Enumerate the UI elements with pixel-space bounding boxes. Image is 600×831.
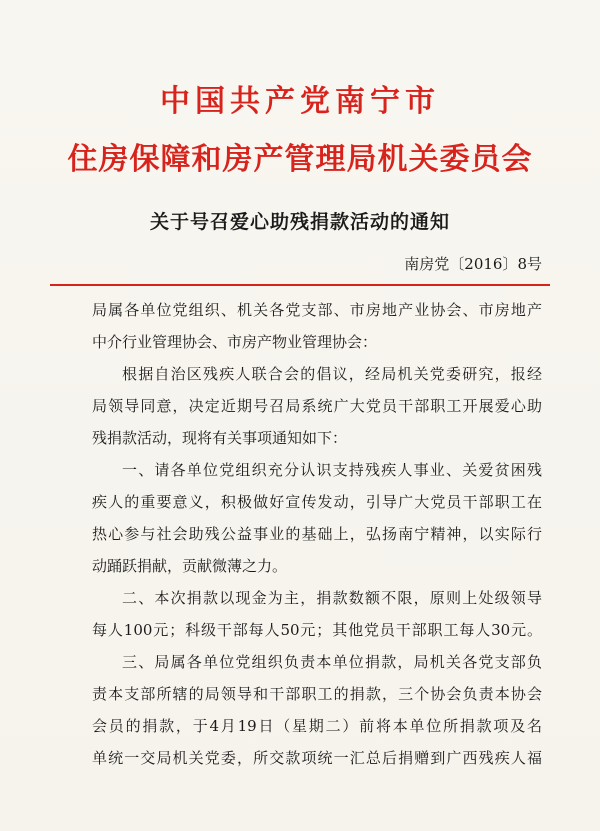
item-1-line: 动踊跃捐献，贡献微薄之力。 [92,557,288,575]
item-1-line: 一、请各单位党组织充分认识支持残疾人事业、关爱贫困残 [122,461,542,479]
item-3-line: 会员的捐款，于4月19日（星期二）前将本单位所捐款项及名 [92,717,542,735]
item-2-line: 每人100元；科级干部每人50元；其他党员干部职工每人30元。 [92,621,542,639]
item-3-line: 单统一交局机关党委，所交款项统一汇总后捐赠到广西残疾人福 [92,749,542,767]
address-line: 局属各单位党组织、机关各党支部、市房地产业协会、市房地产 [92,301,542,319]
document-number: 南房党〔2016〕8号 [404,255,542,273]
address-line: 中介行业管理协会、市房产物业管理协会： [92,333,378,351]
document-body [92,294,542,774]
issuing-organization-line-2: 住房保障和房产管理局机关委员会 [67,142,533,177]
intro-line: 根据自治区残疾人联合会的倡议，经局机关党委研究，报经 [122,365,542,383]
issuing-organization-line-1: 中国共产党南宁市 [160,84,440,119]
intro-line: 残捐款活动，现将有关事项通知如下： [92,429,348,447]
item-1-line: 疾人的重要意义，积极做好宣传发动，引导广大党员干部职工在 [92,493,542,511]
header-divider [50,284,550,286]
intro-line: 局领导同意，决定近期号召局系统广大党员干部职工开展爱心助 [92,397,542,415]
item-2-line: 二、本次捐款以现金为主，捐款数额不限，原则上处级领导 [122,589,542,607]
item-1-line: 热心参与社会助残公益事业的基础上，弘扬南宁精神，以实际行 [92,525,542,543]
item-3-line: 责本支部所辖的局领导和干部职工的捐款，三个协会负责本协会 [92,685,542,703]
document-title: 关于号召爱心助残捐款活动的通知 [149,211,450,233]
item-3-line: 三、局属各单位党组织负责本单位捐款，局机关各党支部负 [122,653,542,671]
